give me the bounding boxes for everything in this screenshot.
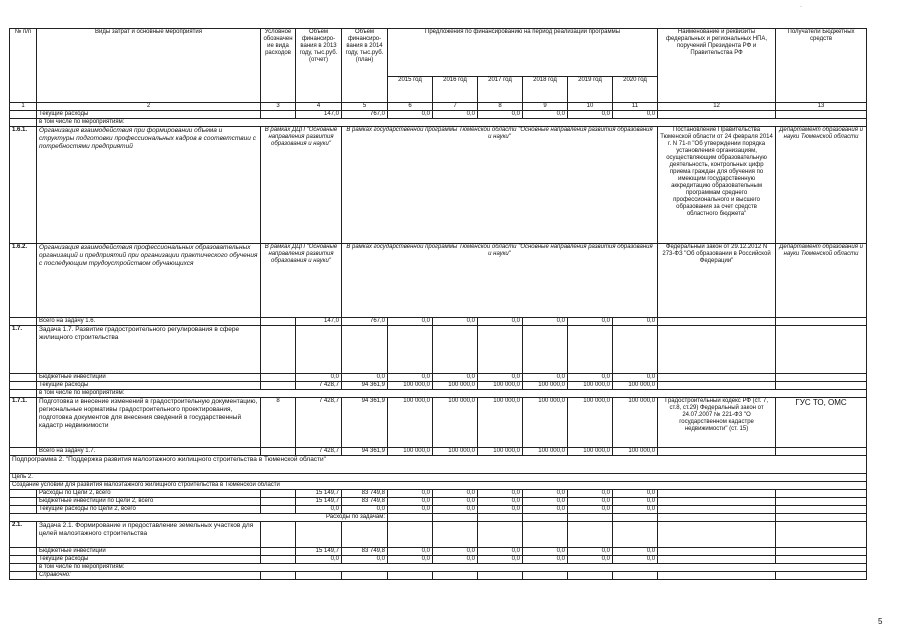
value-2013: 7 428,7 — [296, 448, 342, 456]
value-2015: 0,0 — [388, 556, 433, 564]
value-2013: 15 149,7 — [296, 490, 342, 498]
value-2015: 0,0 — [388, 318, 433, 326]
value-2019: 0,0 — [568, 498, 613, 506]
value-2018: 0,0 — [523, 506, 568, 514]
recipient: Департамент образования и науки Тюменской области — [776, 127, 867, 244]
value-2019: 100 000,0 — [568, 382, 613, 390]
table-row — [10, 482, 867, 490]
goal-description: Создание условий для развития малоэтажного жилищного строительства в Тюменской области — [10, 482, 867, 490]
table-row — [10, 572, 867, 580]
value-2019: 100 000,0 — [568, 398, 613, 448]
header-2013: Объем финансиро-вания в 2013 году, тыс.руб. (отчет) — [296, 29, 342, 103]
row-number: 1.7. — [10, 326, 37, 374]
column-number-row — [10, 103, 867, 111]
row-label: Подготовка и внесение изменений в градостроительную документацию, региональные нормативы градостроительного проектирования, подготовка документов для внесения сведений в государственный кадастр недвижимости — [37, 398, 261, 448]
value-2020: 0,0 — [613, 490, 658, 498]
value-2018: 0,0 — [523, 111, 568, 119]
header-year: 2020 год — [613, 77, 658, 103]
table-row — [10, 398, 867, 448]
recipient: Департамент образования и науки Тюменской области — [776, 244, 867, 318]
table-row — [10, 474, 867, 482]
value-2018: 0,0 — [523, 498, 568, 506]
value-2016: 0,0 — [433, 498, 478, 506]
value-2017: 100 000,0 — [478, 382, 523, 390]
value-2014: 83 749,8 — [342, 548, 388, 556]
table-row — [10, 111, 867, 119]
header-npa: Наименование и реквизиты федеральных и региональных НПА, поручений Президента РФ и Правительства РФ — [658, 29, 776, 103]
col-number: 12 — [658, 103, 776, 111]
page-number: 5 — [878, 617, 883, 626]
value-2017: 0,0 — [478, 556, 523, 564]
value-2019: 0,0 — [568, 506, 613, 514]
value-2015: 100 000,0 — [388, 382, 433, 390]
row-label: Всего на задачу 1.7. — [37, 448, 261, 456]
recipient: ГУС ТО, ОМС — [776, 398, 867, 448]
value-2020: 0,0 — [613, 498, 658, 506]
col-number: 10 — [568, 103, 613, 111]
value-2013: 15 149,7 — [296, 498, 342, 506]
table-row — [10, 548, 867, 556]
value-2016: 0,0 — [433, 548, 478, 556]
row-label: Текущие расходы по Цели 2, всего — [37, 506, 261, 514]
value-2017: 0,0 — [478, 506, 523, 514]
value-2016: 100 000,0 — [433, 448, 478, 456]
value-2016: 0,0 — [433, 556, 478, 564]
value-2014: 83 749,8 — [342, 490, 388, 498]
value-2017: 100 000,0 — [478, 398, 523, 448]
npa-reference: Градостроительный кодекс РФ (ст. 7, ст.8, ст.29) Федеральный закон от 24.07.2007 № 221-ФЗ "О государственном кадастре недвижимости" (ст. 15) — [658, 398, 776, 448]
table-row — [10, 244, 867, 318]
row-label: Задача 2.1. Формирование и предоставление земельных участков для целей малоэтажного строительства — [37, 522, 261, 548]
value-2018: 0,0 — [523, 318, 568, 326]
value-2018: 0,0 — [523, 374, 568, 382]
value-2015: 0,0 — [388, 374, 433, 382]
row-label: Организация взаимодействия профессиональных образовательных организаций и предприятий при организации практического обучения с последующим трудоустройством обучающихся — [37, 244, 261, 318]
col-number: 9 — [523, 103, 568, 111]
value-2014: 0,0 — [342, 556, 388, 564]
col-number: 8 — [478, 103, 523, 111]
value-2019: 0,0 — [568, 111, 613, 119]
value-2013: 147,0 — [296, 318, 342, 326]
header-year: 2016 год — [433, 77, 478, 103]
value-2014: 94 361,9 — [342, 398, 388, 448]
value-2020: 100 000,0 — [613, 382, 658, 390]
col-number: 4 — [296, 103, 342, 111]
row-label: Бюджетные инвестиции — [37, 548, 261, 556]
value-2018: 100 000,0 — [523, 382, 568, 390]
table-row — [10, 498, 867, 506]
value-2020: 0,0 — [613, 111, 658, 119]
row-label: Текущие расходы — [37, 382, 261, 390]
value-2016: 100 000,0 — [433, 398, 478, 448]
row-number: 2.1. — [10, 522, 37, 548]
value-2017: 0,0 — [478, 374, 523, 382]
value-2018: 0,0 — [523, 548, 568, 556]
value-2014: 94 361,9 — [342, 448, 388, 456]
value-2018: 0,0 — [523, 556, 568, 564]
col-number: 5 — [342, 103, 388, 111]
value-2017: 0,0 — [478, 548, 523, 556]
table-row — [10, 326, 867, 374]
value-2016: 0,0 — [433, 374, 478, 382]
value-2013: 15 149,7 — [296, 548, 342, 556]
subprogram-title: Подпрограмма 2. "Поддержка развития малоэтажного жилищного строительства в Тюменской области" — [10, 456, 867, 474]
value-2019: 0,0 — [568, 374, 613, 382]
value-2020: 0,0 — [613, 548, 658, 556]
program-note: В рамках государственной программы Тюменской области "Основные направления развития образования и науки" — [342, 244, 658, 318]
header-2014: Объем финансиро-вания в 2014 году, тыс.руб. (план) — [342, 29, 388, 103]
finance-table-sheet — [9, 28, 867, 580]
header-year: 2015 год — [388, 77, 433, 103]
value-2013: 147,0 — [296, 111, 342, 119]
col-number: 11 — [613, 103, 658, 111]
value-2015: 0,0 — [388, 490, 433, 498]
table-row — [10, 318, 867, 326]
row-label: Текущие расходы — [37, 111, 261, 119]
table-row — [10, 456, 867, 474]
row-label: Расходы по Цели 2, всего — [37, 490, 261, 498]
header-recipients: Получатели Бюджетных средств — [776, 29, 867, 103]
value-2013: 0,0 — [296, 506, 342, 514]
row-label: Справочно: — [37, 572, 261, 580]
value-2016: 0,0 — [433, 506, 478, 514]
row-label: в том числе по мероприятиям: — [37, 390, 867, 398]
table-row — [10, 522, 867, 548]
value-2020: 0,0 — [613, 374, 658, 382]
value-2013: 0,0 — [296, 374, 342, 382]
value-2017: 0,0 — [478, 498, 523, 506]
row-number: 1.7.1. — [10, 398, 37, 448]
value-2016: 0,0 — [433, 318, 478, 326]
value-2016: 0,0 — [433, 111, 478, 119]
value-2017: 0,0 — [478, 490, 523, 498]
value-2014: 94 361,9 — [342, 382, 388, 390]
table-row — [10, 448, 867, 456]
value-2019: 0,0 — [568, 548, 613, 556]
row-number: 1.6.1. — [10, 127, 37, 244]
table-row — [10, 382, 867, 390]
condition-code: 8 — [261, 398, 296, 448]
col-number: 2 — [37, 103, 261, 111]
value-2013: 7 428,7 — [296, 382, 342, 390]
value-2015: 100 000,0 — [388, 398, 433, 448]
row-label: Организация взаимодействия при формировании объема и структуры подготовки профессиональных кадров в соответствии с потребностями предприятий — [37, 127, 261, 244]
program-note: В рамках государственной программы Тюменской области "Основные направления развития образования и науки" — [342, 127, 658, 244]
table-row — [10, 374, 867, 382]
table-row — [10, 564, 867, 572]
goal-title: Цель 2. — [10, 474, 867, 482]
scan-mark: · — [800, 4, 802, 10]
row-label: Расходы по задачам: — [10, 514, 388, 522]
value-2019: 0,0 — [568, 318, 613, 326]
value-2019: 0,0 — [568, 556, 613, 564]
table-row — [10, 490, 867, 498]
header-proposals: Предложения по финансированию на период реализации программы — [388, 29, 658, 77]
value-2016: 0,0 — [433, 490, 478, 498]
header-row — [10, 29, 867, 77]
value-2014: 0,0 — [342, 374, 388, 382]
value-2015: 100 000,0 — [388, 448, 433, 456]
value-2018: 0,0 — [523, 490, 568, 498]
value-2020: 100 000,0 — [613, 448, 658, 456]
value-2018: 100 000,0 — [523, 448, 568, 456]
value-2015: 0,0 — [388, 498, 433, 506]
row-number: 1.6.2. — [10, 244, 37, 318]
value-2015: 0,0 — [388, 506, 433, 514]
value-2017: 100 000,0 — [478, 448, 523, 456]
row-label: Бюджетные инвестиции — [37, 374, 261, 382]
header-year: 2019 год — [568, 77, 613, 103]
value-2017: 0,0 — [478, 111, 523, 119]
row-label: в том числе по мероприятиям: — [37, 564, 867, 572]
header-num: № п/п — [10, 29, 37, 103]
npa-reference: Постановление Правительства Тюменской области от 24 февраля 2014 г. N 71-п "Об утверждении порядка установления организациям, осуществляющим образовательную деятельность, контрольных цифр приема граждан для обучения по имеющим государственную аккредитацию образовательным программам среднего профессионального и высшего образования за счет средств областного бюджета" — [658, 127, 776, 244]
header-year: 2018 год — [523, 77, 568, 103]
header-types: Виды затрат и основные мероприятия — [37, 29, 261, 103]
value-2020: 0,0 — [613, 318, 658, 326]
row-label: Бюджетные инвестиции по Цели 2, всего — [37, 498, 261, 506]
table-row — [10, 506, 867, 514]
value-2015: 0,0 — [388, 111, 433, 119]
value-2014: 767,0 — [342, 111, 388, 119]
value-2019: 0,0 — [568, 490, 613, 498]
value-2020: 0,0 — [613, 556, 658, 564]
value-2014: 767,0 — [342, 318, 388, 326]
table-row — [10, 390, 867, 398]
col-number: 6 — [388, 103, 433, 111]
value-2020: 0,0 — [613, 506, 658, 514]
value-2018: 100 000,0 — [523, 398, 568, 448]
value-2019: 100 000,0 — [568, 448, 613, 456]
table-row — [10, 127, 867, 244]
program-note: В рамках ДЦП "Основные направления развития образования и науки" — [261, 244, 342, 318]
row-label: Задача 1.7. Развитие градостроительного регулирования в сфере жилищного строительства — [37, 326, 261, 374]
program-note: В рамках ДЦП "Основные направления развития образования и науки" — [261, 127, 342, 244]
value-2016: 100 000,0 — [433, 382, 478, 390]
row-label: Всего на задачу 1.6. — [37, 318, 261, 326]
value-2013: 0,0 — [296, 556, 342, 564]
value-2017: 0,0 — [478, 318, 523, 326]
value-2015: 0,0 — [388, 548, 433, 556]
table-row — [10, 119, 867, 127]
table-row — [10, 514, 867, 522]
table-row — [10, 556, 867, 564]
value-2014: 0,0 — [342, 506, 388, 514]
row-label: Текущие расходы — [37, 556, 261, 564]
value-2020: 100 000,0 — [613, 398, 658, 448]
finance-table — [9, 28, 867, 580]
value-2014: 83 749,8 — [342, 498, 388, 506]
header-year: 2017 год — [478, 77, 523, 103]
row-label: в том числе по мероприятиям: — [37, 119, 867, 127]
header-cond: Условное обозначение вида расходов — [261, 29, 296, 103]
npa-reference: Федеральный закон от 29.12.2012 N 273-ФЗ "Об образовании в Российской Федерации" — [658, 244, 776, 318]
col-number: 3 — [261, 103, 296, 111]
col-number: 13 — [776, 103, 867, 111]
value-2013: 7 428,7 — [296, 398, 342, 448]
col-number: 7 — [433, 103, 478, 111]
col-number: 1 — [10, 103, 37, 111]
